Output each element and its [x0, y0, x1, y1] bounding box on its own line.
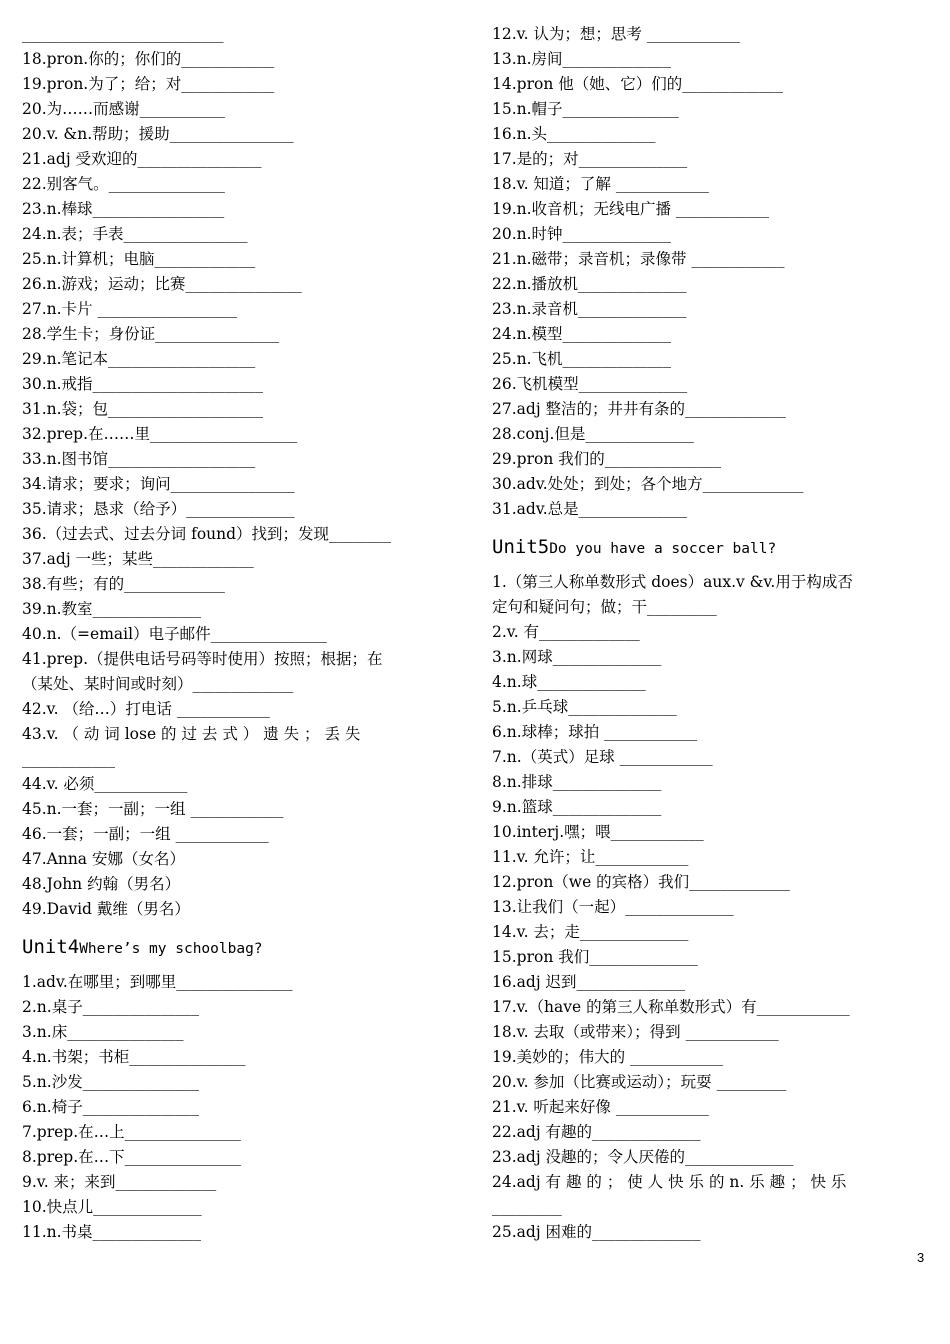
vocab-item: 1.（第三人称单数形式 does）aux.v &v.用于构成否: [492, 573, 853, 591]
vocab-item: 16.n.头______________: [492, 125, 656, 143]
vocab-item: 6.n.球棒；球拍 ____________: [492, 723, 698, 741]
vocab-item: 19.美妙的；伟大的 ____________: [492, 1048, 724, 1066]
vocab-item: 13.n.房间______________: [492, 50, 672, 68]
vocab-item: 36.（过去式、过去分词 found）找到；发现________: [22, 525, 392, 543]
vocab-item: 25.n.飞机______________: [492, 350, 672, 368]
vocab-item: 44.v. 必须____________: [22, 775, 188, 793]
vocab-item: 15.pron 我们______________: [492, 948, 698, 966]
vocab-item: 4.n.球______________: [492, 673, 646, 691]
vocab-item: 41.prep.（提供电话号码等时使用）按照；根据；在: [22, 650, 383, 668]
vocab-item: 21.adj 受欢迎的________________: [22, 150, 262, 168]
vocab-item: 23.adj 没趣的；令人厌倦的______________: [492, 1148, 794, 1166]
vocab-item: 14.v. 去；走______________: [492, 923, 689, 941]
unit-label: Unit4: [22, 936, 80, 958]
vocab-item: 20.n.时钟______________: [492, 225, 672, 243]
vocab-item: 21.v. 听起来好像 ____________: [492, 1098, 709, 1116]
vocab-item: 42.v. （给…）打电话 ____________: [22, 700, 270, 718]
vocab-item: 25.n.计算机；电脑_____________: [22, 250, 256, 268]
vocab-item: 33.n.图书馆___________________: [22, 450, 256, 468]
vocab-item: 28.conj.但是______________: [492, 425, 694, 443]
vocab-item: 17.是的；对______________: [492, 150, 688, 168]
vocab-item: 19.n.收音机；无线电广播 ____________: [492, 200, 769, 218]
vocab-item: 49.David 戴维（男名）: [22, 900, 190, 918]
vocab-item: 29.pron 我们的_______________: [492, 450, 721, 468]
vocab-item: 17.v.（have 的第三人称单数形式）有____________: [492, 998, 850, 1016]
vocab-item: 10.快点儿______________: [22, 1198, 202, 1216]
unit-heading: [22, 927, 460, 965]
vocab-item: 5.n.乒乓球______________: [492, 698, 677, 716]
vocab-item: 22.adj 有趣的______________: [492, 1123, 701, 1141]
vocab-item: 11.v. 允许；让____________: [492, 848, 689, 866]
vocab-item: 12.pron（we 的宾格）我们_____________: [492, 873, 790, 891]
vocab-item: 15.n.帽子_______________: [492, 100, 679, 118]
vocab-item: 18.v. 知道；了解 ____________: [492, 175, 709, 193]
vocab-item: 定句和疑问句；做；干_________: [492, 598, 717, 616]
vocab-item: 10.interj.嘿；喂____________: [492, 823, 704, 841]
vocab-item: 23.n.棒球_________________: [22, 200, 225, 218]
vocab-item: 7.n.（英式）足球 ____________: [492, 748, 713, 766]
vocab-item: 47.Anna 安娜（女名）: [22, 850, 185, 868]
vocab-item: 30.n.戒指______________________: [22, 375, 264, 393]
vocab-item: 9.v. 来；来到_____________: [22, 1173, 217, 1191]
vocab-item: 25.adj 困难的______________: [492, 1223, 701, 1241]
vocab-item: 9.n.篮球______________: [492, 798, 662, 816]
vocab-item: 20.为……而感谢___________: [22, 100, 225, 118]
vocab-item: 40.n.（=email）电子邮件_______________: [22, 625, 327, 643]
vocab-item: 32.prep.在……里___________________: [22, 425, 298, 443]
vocab-item: 23.n.录音机______________: [492, 300, 687, 318]
vocab-item: 20.v. 参加（比赛或运动）；玩耍 _________: [492, 1073, 787, 1091]
vocab-item: 28.学生卡；身份证________________: [22, 325, 280, 343]
vocab-item: 45.n.一套；一副；一组 ____________: [22, 800, 284, 818]
right-column: [492, 22, 930, 1245]
vocab-item: 20.v. &n.帮助；援助________________: [22, 125, 294, 143]
vocab-item: 27.adj 整洁的；井井有条的_____________: [492, 400, 786, 418]
vocab-item: 46.一套；一副；一组 ____________: [22, 825, 269, 843]
vocab-item: 2.n.桌子_______________: [22, 998, 199, 1016]
vocab-item: 30.adv.处处；到处；各个地方_____________: [492, 475, 804, 493]
vocab-item: 2.v. 有_____________: [492, 623, 640, 641]
unit-title: Do you have a soccer ball?: [549, 541, 777, 557]
vocab-item: 43.v. （ 动 词 lose 的 过 去 式 ） 遗 失 ； 丢 失: [22, 725, 361, 743]
vocab-item: 14.pron 他（她、它）们的_____________: [492, 75, 783, 93]
unit-label: Unit5: [492, 536, 550, 558]
vocab-item: 11.n.书桌______________: [22, 1223, 202, 1241]
vocab-item: 39.n.教室______________: [22, 600, 202, 618]
vocab-item: 1.adv.在哪里；到哪里_______________: [22, 973, 293, 991]
vocab-item: 6.n.椅子_______________: [22, 1098, 199, 1116]
vocab-item: 24.n.模型______________: [492, 325, 672, 343]
vocab-item: 7.prep.在…上_______________: [22, 1123, 241, 1141]
vocab-item: 35.请求；恳求（给予）______________: [22, 500, 295, 518]
unit-title: Where’s my schoolbag?: [79, 941, 263, 957]
vocab-item: 3.n.床_______________: [22, 1023, 184, 1041]
vocab-item: 22.别客气。_______________: [22, 175, 225, 193]
vocab-item: 26.n.游戏；运动；比赛_______________: [22, 275, 302, 293]
vocab-item: 4.n.书架；书柜_______________: [22, 1048, 246, 1066]
vocab-item: 29.n.笔记本___________________: [22, 350, 256, 368]
vocab-item: 16.adj 迟到______________: [492, 973, 686, 991]
vocab-item: 13.让我们（一起）______________: [492, 898, 734, 916]
vocab-item: 8.n.排球______________: [492, 773, 662, 791]
vocab-item: 27.n.卡片 __________________: [22, 300, 237, 318]
vocab-item: 22.n.播放机______________: [492, 275, 687, 293]
vocab-item: 37.adj 一些；某些_____________: [22, 550, 254, 568]
left-column: [22, 22, 460, 1245]
vocab-item: 19.pron.为了；给；对____________: [22, 75, 275, 93]
vocab-item: 5.n.沙发_______________: [22, 1073, 199, 1091]
vocab-item: 3.n.网球______________: [492, 648, 662, 666]
vocab-item: 26.飞机模型______________: [492, 375, 688, 393]
vocab-item: 8.prep.在…下_______________: [22, 1148, 241, 1166]
vocab-item: 34.请求；要求；询问________________: [22, 475, 295, 493]
vocab-item: 24.adj 有 趣 的 ； 使 人 快 乐 的 n. 乐 趣 ； 快 乐: [492, 1173, 847, 1191]
vocab-item: 38.有些；有的_____________: [22, 575, 225, 593]
vocab-item: 18.pron.你的；你们的____________: [22, 50, 275, 68]
vocab-item: 31.n.袋；包____________________: [22, 400, 264, 418]
vocab-item: 24.n.表；手表________________: [22, 225, 248, 243]
vocab-item: _________: [492, 1198, 562, 1216]
vocab-item: 48.John 约翰（男名）: [22, 875, 181, 893]
vocab-item: 31.adv.总是______________: [492, 500, 688, 518]
unit-heading: [492, 527, 930, 565]
page-number: 3: [917, 1250, 925, 1265]
vocab-item: 12.v. 认为；想；思考 ____________: [492, 25, 740, 43]
vocab-item: （某处、某时间或时刻）_____________: [22, 675, 294, 693]
vocab-item: 21.n.磁带；录音机；录像带 ____________: [492, 250, 785, 268]
vocab-item: ____________: [22, 750, 115, 768]
vocab-item: 18.v. 去取（或带来）；得到 ____________: [492, 1023, 779, 1041]
vocab-item: __________________________: [22, 25, 224, 43]
